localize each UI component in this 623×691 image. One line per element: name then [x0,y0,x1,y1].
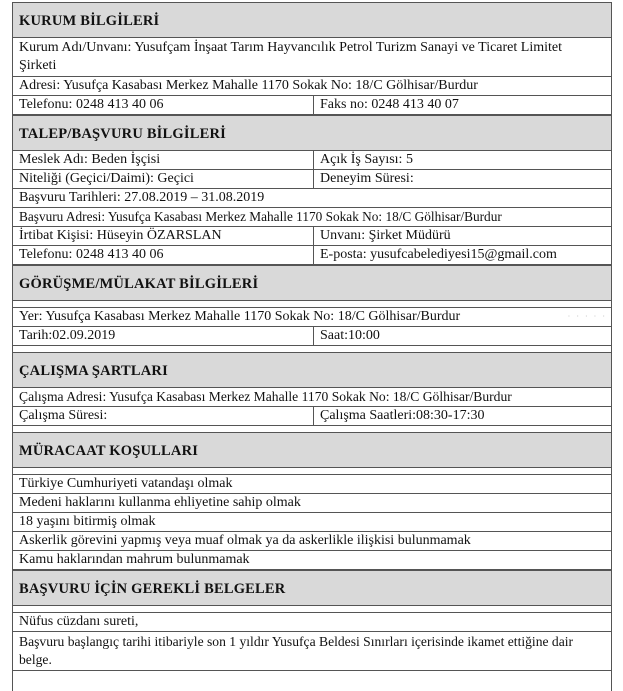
section-header-belgeler: BAŞVURU İÇİN GEREKLİ BELGELER [12,570,612,606]
talep-deneyim: Deneyim Süresi: [320,171,414,186]
talep-nitelik-row [12,170,612,189]
form-page [12,2,612,691]
kurum-adres-row [12,77,612,96]
kurum-telefon-row [12,96,612,115]
kurum-adres: Adresi: Yusufça Kasabası Merkez Mahalle 1170 Sokak No: 18/C Gölhisar/Burdur [19,78,478,93]
list-item [12,474,612,494]
talep-irtibat-row [12,227,612,246]
calisma-sure-row [12,407,612,426]
list-item [12,612,612,632]
gorusme-tarih-row [12,327,612,346]
talep-telefon: Telefonu: 0248 413 40 06 [19,246,314,264]
calisma-sure: Çalışma Süresi: [19,407,314,425]
scan-smudge: · · · · · [567,312,607,321]
muracaat-item: Medeni haklarını kullanma ehliyetine sahip olmak [19,495,301,510]
calisma-adres-row [12,388,612,407]
section-header-gorusme: GÖRÜŞME/MÜLAKAT BİLGİLERİ [12,265,612,301]
talep-irtibat: İrtibat Kişisi: Hüseyin ÖZARSLAN [19,227,314,245]
list-item [12,494,612,513]
talep-eposta: E-posta: yusufcabelediyesi15@gmail.com [320,247,557,262]
talep-tarihler: Başvuru Tarihleri: 27.08.2019 – 31.08.2019 [19,190,265,205]
gorusme-yer-row [12,307,612,327]
talep-adres: Başvuru Adresi: Yusufça Kasabası Merkez Mahalle 1170 Sokak No: 18/C Gölhisar/Burdur [19,209,502,224]
calisma-adres: Çalışma Adresi: Yusufça Kasabası Merkez Mahalle 1170 Sokak No: 18/C Gölhisar/Burdur [19,389,512,404]
muracaat-item: Askerlik görevini yapmış veya muaf olmak ya da askerlikle ilişkisi bulunmamak [19,533,471,548]
talep-meslek: Meslek Adı: Beden İşçisi [19,151,314,169]
calisma-saatler: Çalışma Saatleri:08:30-17:30 [320,408,485,423]
talep-nitelik: Niteliği (Geçici/Daimi): Geçici [19,170,314,188]
list-item [12,532,612,551]
gorusme-saat: Saat:10:00 [320,328,380,343]
gorusme-yer: Yer: Yusufça Kasabası Merkez Mahalle 1170 Sokak No: 18/C Gölhisar/Burdur [19,309,461,324]
list-item [12,551,612,570]
section-header-talep: TALEP/BAŞVURU BİLGİLERİ [12,115,612,151]
spacer [12,671,612,691]
belge-item: Nüfus cüzdanı sureti, [19,614,139,629]
talep-unvan: Unvanı: Şirket Müdürü [320,228,451,243]
muracaat-item: Türkiye Cumhuriyeti vatandaşı olmak [19,476,233,491]
talep-telefon-row [12,246,612,265]
section-header-muracaat: MÜRACAAT KOŞULLARI [12,432,612,468]
kurum-faks: Faks no: 0248 413 40 07 [320,97,459,112]
talep-adres-row [12,208,612,227]
talep-meslek-row [12,151,612,170]
list-item [12,632,612,671]
muracaat-item: 18 yaşını bitirmiş olmak [19,514,156,529]
kurum-adi-row [12,38,612,77]
section-header-calisma: ÇALIŞMA ŞARTLARI [12,352,612,388]
talep-tarihler-row [12,189,612,208]
gorusme-tarih: Tarih:02.09.2019 [19,327,314,345]
muracaat-item: Kamu haklarından mahrum bulunmamak [19,552,250,567]
talep-acik-is: Açık İş Sayısı: 5 [320,152,413,167]
section-header-kurum: KURUM BİLGİLERİ [12,2,612,38]
kurum-adi: Kurum Adı/Unvanı: Yusufçam İnşaat Tarım Hayvancılık Petrol Turizm Sanayi ve Ticaret Limitet Şirketi [19,40,562,73]
kurum-telefon: Telefonu: 0248 413 40 06 [19,96,314,114]
list-item [12,513,612,532]
belge-item: Başvuru başlangıç tarihi itibariyle son 1 yıldır Yusufça Beldesi Sınırları içerisinde ikamet ettiğine dair belge. [19,634,574,667]
